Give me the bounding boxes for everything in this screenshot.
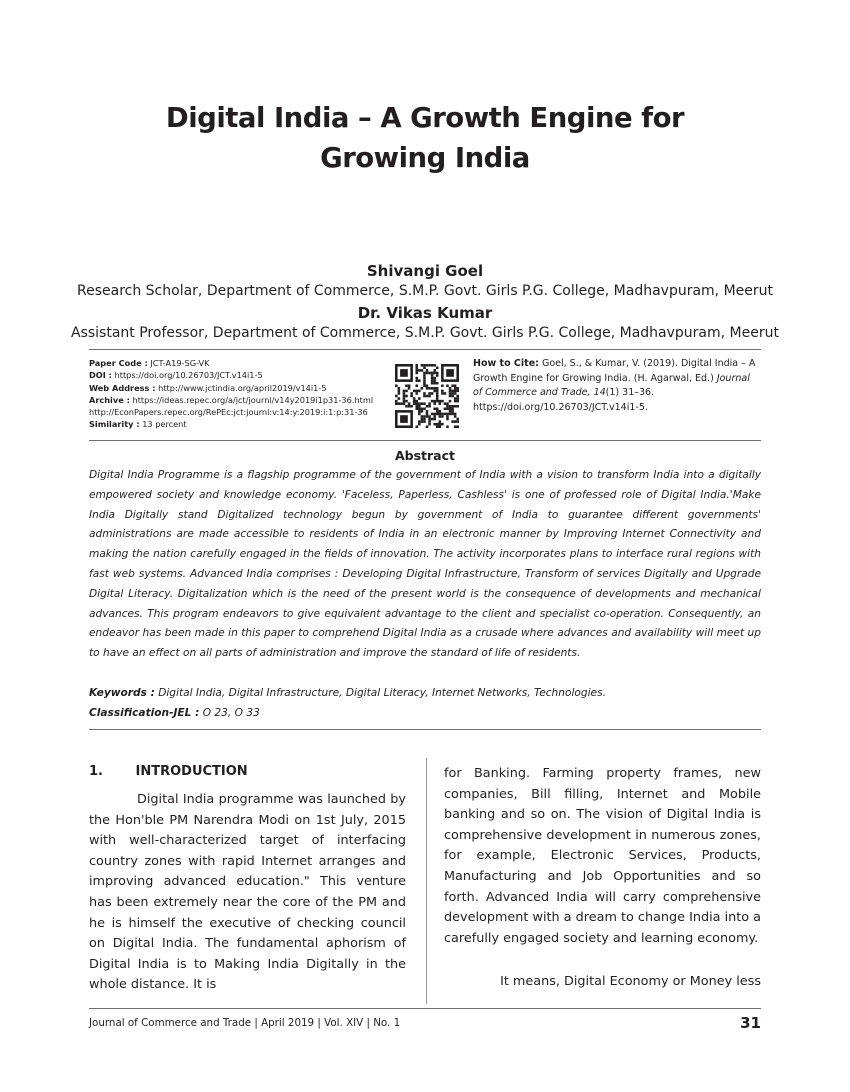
section-heading [89, 764, 248, 779]
meta-doi[interactable]: DOI : https://doi.org/10.26703/JCT.v14i1-5 [89, 370, 263, 381]
paper-meta [89, 357, 379, 431]
footer-journal: Journal of Commerce and Trade | April 2019 | Vol. XIV | No. 1 [89, 1017, 401, 1029]
paper-title [0, 98, 850, 178]
author-name-2: Dr. Vikas Kumar [357, 304, 493, 322]
cite-doi[interactable]: https://doi.org/10.26703/JCT.v14i1-5. [473, 401, 648, 413]
keywords-text: Digital India, Digital Infrastructure, Digital Literacy, Internet Networks, Technologies. [158, 687, 606, 699]
intro-left-paragraph: Digital India programme was launched by the Hon'ble PM Narendra Modi on 1st July, 2015 with well-characterized target of interfacing country zones with rapid Internet arranges and improving advanced education." This venture has been extremely near the core of the PM and he is himself the executive of checking council on Digital India. The fundamental aphorism of Digital India is to Making India Digitally in the whole distance. It is [89, 792, 406, 993]
author-name-1: Shivangi Goel [366, 262, 484, 280]
meta-web-address[interactable]: Web Address : http://www.jctindia.org/april2019/v14i1-5 [89, 382, 327, 393]
author-affiliation-2: Assistant Professor, Department of Commerce, S.M.P. Govt. Girls P.G. College, Madhavpuram, Meerut [71, 325, 779, 341]
cite-label: How to Cite: [473, 358, 539, 369]
footer-rule [89, 1008, 761, 1009]
abstract-body: Digital India Programme is a flagship programme of the government of India with a vision to transform India into a digitally empowered society and knowledge economy. 'Faceless, Paperless, Cashless' is one of professed role of Digital India.'Make India Digitally stand Digitalized technology begun by government of India to guarantee different governments' administrations are made accessible to residents of India in an electronic manner by Improving Internet Connectivity and making the nation carefully engaged in the fields of innovation. The activity incorporates plans to interface rural regions with fast web systems. Advanced India comprises : Developing Digital Infrastructure, Transform of services Digitally and Upgrade Digital Literacy. Digitalization which is the need of the present world is the consequence of developments and mechanical advances. This program endeavors to give equivalent advantage to the client and specialist co-operation. Consequently, an endeavor has been made in this paper to comprehend Digital India as a crusade where advances and availability will meet up to have an effect on all parts of administration and improve the standard of life of residents. [89, 469, 761, 660]
meta-paper-code: Paper Code : JCT-A19-SG-VK [89, 358, 210, 368]
abstract-heading: Abstract [394, 448, 456, 463]
keywords [89, 684, 761, 704]
title-line-2: Growing India [320, 142, 530, 174]
qr-code-icon [395, 364, 459, 428]
jel-label: Classification-JEL : [89, 707, 200, 719]
abstract-rule [89, 729, 761, 730]
jel-text: O 23, O 33 [202, 707, 260, 719]
intro-right-paragraph-2: It means, Digital Economy or Money less [500, 974, 761, 989]
intro-right-paragraph: for Banking. Farming property frames, new companies, Bill filling, Internet and Mobile banking and so on. The vision of Digital India is comprehensive development in numerous zones, for example, Electronic Services, Products, Manufacturing and Job Opportunities and so forth. Advanced India will carry comprehensive development with a dream to change India into a carefully engaged society and learning economy. [444, 766, 761, 946]
how-to-cite [473, 357, 761, 415]
keywords-label: Keywords : [89, 687, 155, 699]
header-rule-top [89, 349, 761, 350]
jel-classification [89, 704, 761, 724]
page-number: 31 [740, 1014, 761, 1032]
meta-econpapers[interactable]: http://EconPapers.repec.org/RePEc:jct:journl:v:14:y:2019:i:1:p:31-36 [89, 407, 368, 418]
author-affiliation-1: Research Scholar, Department of Commerce, S.M.P. Govt. Girls P.G. College, Madhavpuram, Meerut [77, 283, 773, 299]
cite-journal: Journal of Commerce and Trade, 14 [473, 372, 750, 398]
section-title: INTRODUCTION [135, 764, 248, 779]
header-rule-bottom [89, 440, 761, 441]
cite-issue: (1) 31–36. [605, 387, 655, 398]
column-divider [426, 758, 427, 1004]
title-line-1: Digital India – A Growth Engine for [165, 102, 685, 134]
cite-text: Goel, S., & Kumar, V. (2019). Digital India – A Growth Engine for Growing India. (H. Agarwal, Ed.) [473, 358, 756, 384]
meta-similarity: Similarity : 13 percent [89, 419, 187, 430]
section-number: 1. [89, 764, 103, 779]
meta-archive[interactable]: Archive : https://ideas.repec.org/a/jct/journl/v14y2019i1p31-36.html [89, 394, 374, 405]
